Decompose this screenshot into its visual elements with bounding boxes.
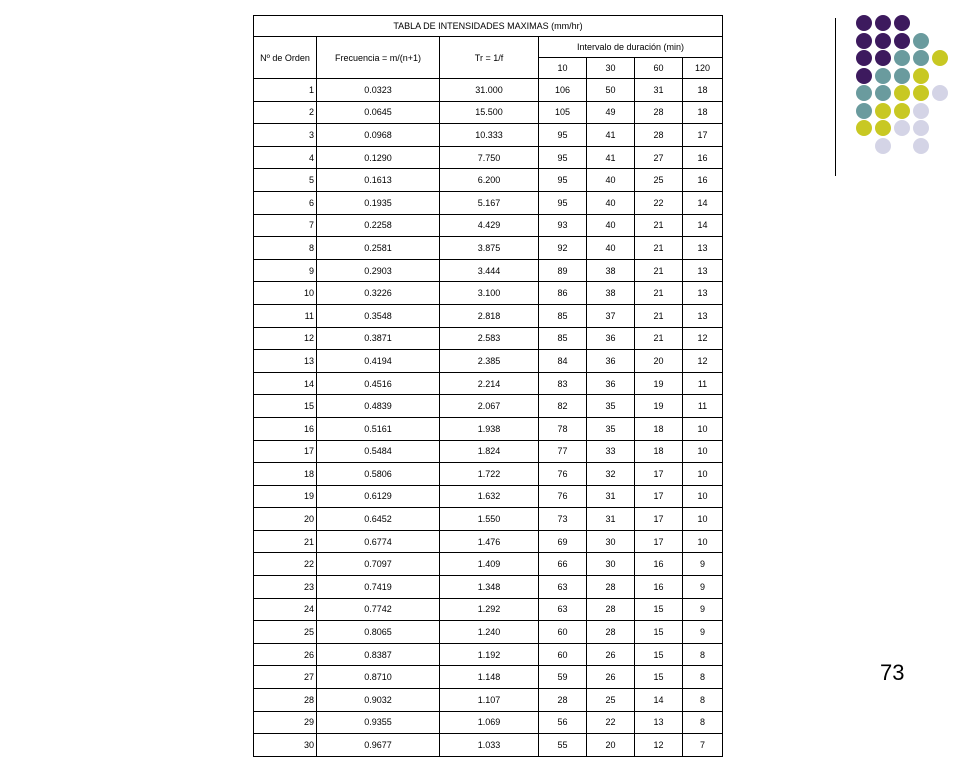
table-cell: 3 (254, 124, 317, 147)
table-cell: 89 (539, 259, 587, 282)
table-cell: 40 (587, 169, 635, 192)
decorative-dot (894, 15, 910, 31)
table-cell: 13 (683, 304, 723, 327)
table-cell: 30 (587, 553, 635, 576)
table-row (254, 191, 723, 214)
table-cell: 28 (587, 598, 635, 621)
table-cell: 25 (254, 621, 317, 644)
table-row (254, 576, 723, 599)
divider-line (835, 18, 836, 176)
table-cell: 60 (539, 621, 587, 644)
decorative-dot (875, 50, 891, 66)
table-cell: 14 (635, 689, 683, 712)
table-row (254, 417, 723, 440)
table-row (254, 530, 723, 553)
table-cell: 95 (539, 191, 587, 214)
decorative-dot (875, 15, 891, 31)
table-cell: 41 (587, 146, 635, 169)
table-row (254, 282, 723, 305)
table-cell: 31 (587, 485, 635, 508)
table-row (254, 372, 723, 395)
table-cell: 63 (539, 576, 587, 599)
table-cell: 20 (587, 734, 635, 757)
table-cell: 5.167 (440, 191, 539, 214)
intensity-table (253, 15, 723, 757)
decorative-dot (875, 85, 891, 101)
table-cell: 13 (683, 259, 723, 282)
decorative-dot (875, 103, 891, 119)
table-cell: 95 (539, 169, 587, 192)
table-cell: 31 (635, 79, 683, 102)
table-row (254, 124, 723, 147)
table-cell: 0.9355 (317, 711, 440, 734)
table-cell: 10.333 (440, 124, 539, 147)
table-cell: 86 (539, 282, 587, 305)
table-cell: 21 (635, 237, 683, 260)
table-cell: 35 (587, 395, 635, 418)
table-cell: 15 (635, 621, 683, 644)
table-cell: 26 (587, 666, 635, 689)
table-cell: 10 (683, 530, 723, 553)
table-cell: 1.033 (440, 734, 539, 757)
table-cell: 6.200 (440, 169, 539, 192)
decorative-dot (894, 33, 910, 49)
header-duration: 120 (683, 58, 723, 79)
table-cell: 8 (683, 689, 723, 712)
table-cell: 22 (635, 191, 683, 214)
table-cell: 0.0968 (317, 124, 440, 147)
table-cell: 12 (683, 350, 723, 373)
table-cell: 0.7419 (317, 576, 440, 599)
decorative-dot (913, 120, 929, 136)
table-cell: 12 (254, 327, 317, 350)
table-cell: 22 (254, 553, 317, 576)
table-cell: 1.824 (440, 440, 539, 463)
table-cell: 66 (539, 553, 587, 576)
table-cell: 15 (635, 643, 683, 666)
table-cell: 21 (254, 530, 317, 553)
decorative-dot (913, 33, 929, 49)
table-cell: 15 (254, 395, 317, 418)
table-row (254, 146, 723, 169)
table-cell: 0.7097 (317, 553, 440, 576)
table-cell: 0.5484 (317, 440, 440, 463)
table-cell: 21 (635, 214, 683, 237)
table-cell: 85 (539, 327, 587, 350)
decorative-dot (856, 50, 872, 66)
table-cell: 36 (587, 350, 635, 373)
table-cell: 13 (254, 350, 317, 373)
decorative-dot (875, 138, 891, 154)
table-cell: 1.107 (440, 689, 539, 712)
table-cell: 0.9032 (317, 689, 440, 712)
table-cell: 13 (683, 282, 723, 305)
table-cell: 95 (539, 124, 587, 147)
decorative-dot (856, 15, 872, 31)
table-cell: 15 (635, 598, 683, 621)
table-cell: 0.1290 (317, 146, 440, 169)
table-cell: 5 (254, 169, 317, 192)
table-cell: 84 (539, 350, 587, 373)
page-number: 73 (880, 660, 905, 685)
table-cell: 1.240 (440, 621, 539, 644)
table-cell: 0.4516 (317, 372, 440, 395)
table-cell: 28 (587, 576, 635, 599)
table-row (254, 711, 723, 734)
table-cell: 0.8387 (317, 643, 440, 666)
table-row (254, 350, 723, 373)
decorative-dot (913, 50, 929, 66)
table-row (254, 734, 723, 757)
decorative-dot (913, 138, 929, 154)
decorative-dot (913, 103, 929, 119)
table-cell: 4.429 (440, 214, 539, 237)
decorative-dot (932, 85, 948, 101)
table-cell: 17 (635, 508, 683, 531)
table-cell: 0.4839 (317, 395, 440, 418)
table-cell: 13 (635, 711, 683, 734)
table-cell: 76 (539, 485, 587, 508)
table-cell: 8 (683, 666, 723, 689)
table-cell: 26 (254, 643, 317, 666)
table-row (254, 237, 723, 260)
table-cell: 2 (254, 101, 317, 124)
table-cell: 0.8065 (317, 621, 440, 644)
table-cell: 28 (635, 101, 683, 124)
header-tr: Tr = 1/f (440, 37, 539, 79)
table-cell: 0.6452 (317, 508, 440, 531)
table-cell: 3.444 (440, 259, 539, 282)
table-cell: 20 (635, 350, 683, 373)
decorative-dot (932, 50, 948, 66)
decorative-dot (875, 68, 891, 84)
table-cell: 19 (635, 372, 683, 395)
table-cell: 12 (683, 327, 723, 350)
table-cell: 59 (539, 666, 587, 689)
table-cell: 20 (254, 508, 317, 531)
table-cell: 1.348 (440, 576, 539, 599)
table-cell: 11 (683, 395, 723, 418)
table-cell: 21 (635, 259, 683, 282)
table-cell: 0.3548 (317, 304, 440, 327)
decorative-dot (913, 68, 929, 84)
table-cell: 9 (254, 259, 317, 282)
table-cell: 10 (254, 282, 317, 305)
table-cell: 28 (254, 689, 317, 712)
table-cell: 1 (254, 79, 317, 102)
table-cell: 1.722 (440, 463, 539, 486)
table-cell: 27 (635, 146, 683, 169)
table-row (254, 327, 723, 350)
table-cell: 106 (539, 79, 587, 102)
table-cell: 76 (539, 463, 587, 486)
table-cell: 17 (635, 485, 683, 508)
table-cell: 92 (539, 237, 587, 260)
decorative-dot (894, 50, 910, 66)
table-row (254, 485, 723, 508)
table-cell: 78 (539, 417, 587, 440)
table-cell: 105 (539, 101, 587, 124)
table-row (254, 304, 723, 327)
table-cell: 8 (683, 643, 723, 666)
table-cell: 63 (539, 598, 587, 621)
table-cell: 2.818 (440, 304, 539, 327)
table-cell: 1.550 (440, 508, 539, 531)
table-cell: 95 (539, 146, 587, 169)
table-row (254, 463, 723, 486)
table-cell: 1.632 (440, 485, 539, 508)
table-cell: 40 (587, 214, 635, 237)
table-cell: 23 (254, 576, 317, 599)
table-cell: 4 (254, 146, 317, 169)
table-cell: 6 (254, 191, 317, 214)
table-cell: 2.583 (440, 327, 539, 350)
table-cell: 38 (587, 259, 635, 282)
table-cell: 37 (587, 304, 635, 327)
table-cell: 93 (539, 214, 587, 237)
table-cell: 10 (683, 485, 723, 508)
table-cell: 17 (254, 440, 317, 463)
table-cell: 10 (683, 440, 723, 463)
table-cell: 0.2581 (317, 237, 440, 260)
decorative-dot (894, 120, 910, 136)
decorative-dot (856, 85, 872, 101)
header-orden: Nº de Orden (254, 37, 317, 79)
table-cell: 1.476 (440, 530, 539, 553)
table-cell: 16 (683, 146, 723, 169)
table-cell: 3.875 (440, 237, 539, 260)
decorative-dot (875, 33, 891, 49)
table-cell: 33 (587, 440, 635, 463)
table-cell: 1.069 (440, 711, 539, 734)
table-row (254, 169, 723, 192)
table-cell: 50 (587, 79, 635, 102)
table-cell: 0.8710 (317, 666, 440, 689)
decorative-dot (856, 33, 872, 49)
table-cell: 0.9677 (317, 734, 440, 757)
header-intervalo: Intervalo de duración (min) (539, 37, 723, 58)
table-cell: 18 (683, 79, 723, 102)
table-cell: 25 (587, 689, 635, 712)
table-cell: 0.3871 (317, 327, 440, 350)
decorative-dot (894, 68, 910, 84)
table-cell: 0.5161 (317, 417, 440, 440)
table-cell: 1.192 (440, 643, 539, 666)
table-row (254, 214, 723, 237)
table-cell: 15.500 (440, 101, 539, 124)
table-cell: 24 (254, 598, 317, 621)
table-cell: 11 (683, 372, 723, 395)
table-cell: 15 (635, 666, 683, 689)
table-row (254, 553, 723, 576)
header-duration: 10 (539, 58, 587, 79)
table-cell: 69 (539, 530, 587, 553)
table-cell: 1.409 (440, 553, 539, 576)
table-cell: 9 (683, 553, 723, 576)
table-cell: 0.6774 (317, 530, 440, 553)
table-row (254, 689, 723, 712)
table-cell: 8 (254, 237, 317, 260)
table-row (254, 666, 723, 689)
table-cell: 36 (587, 327, 635, 350)
table-cell: 12 (635, 734, 683, 757)
table-cell: 10 (683, 417, 723, 440)
table-cell: 3.100 (440, 282, 539, 305)
table-cell: 35 (587, 417, 635, 440)
table-cell: 30 (587, 530, 635, 553)
table-cell: 0.7742 (317, 598, 440, 621)
table-cell: 18 (683, 101, 723, 124)
table-cell: 0.6129 (317, 485, 440, 508)
table-cell: 82 (539, 395, 587, 418)
table-cell: 0.2258 (317, 214, 440, 237)
table-cell: 9 (683, 598, 723, 621)
table-row (254, 259, 723, 282)
table-cell: 49 (587, 101, 635, 124)
header-duration: 60 (635, 58, 683, 79)
decorative-dot (875, 120, 891, 136)
table-cell: 83 (539, 372, 587, 395)
table-cell: 17 (683, 124, 723, 147)
table-cell: 16 (635, 553, 683, 576)
table-cell: 17 (635, 530, 683, 553)
table-cell: 16 (254, 417, 317, 440)
table-cell: 7 (254, 214, 317, 237)
table-cell: 16 (635, 576, 683, 599)
table-cell: 73 (539, 508, 587, 531)
table-cell: 14 (683, 191, 723, 214)
table-row (254, 598, 723, 621)
table-cell: 0.0645 (317, 101, 440, 124)
table-cell: 19 (254, 485, 317, 508)
table-cell: 18 (254, 463, 317, 486)
table-cell: 60 (539, 643, 587, 666)
decorative-dot (856, 68, 872, 84)
table-cell: 0.4194 (317, 350, 440, 373)
table-cell: 9 (683, 621, 723, 644)
header-duration: 30 (587, 58, 635, 79)
table-title: TABLA DE INTENSIDADES MAXIMAS (mm/hr) (254, 16, 723, 37)
table-row (254, 101, 723, 124)
table-cell: 77 (539, 440, 587, 463)
decorative-dot (856, 120, 872, 136)
decorative-dot (856, 103, 872, 119)
table-cell: 18 (635, 440, 683, 463)
table-cell: 22 (587, 711, 635, 734)
decorative-dot (894, 103, 910, 119)
table-cell: 40 (587, 237, 635, 260)
table-cell: 14 (683, 214, 723, 237)
table-row (254, 440, 723, 463)
table-cell: 25 (635, 169, 683, 192)
table-cell: 56 (539, 711, 587, 734)
table-cell: 1.938 (440, 417, 539, 440)
table-cell: 31.000 (440, 79, 539, 102)
table-cell: 27 (254, 666, 317, 689)
table-cell: 1.292 (440, 598, 539, 621)
table-row (254, 643, 723, 666)
table-cell: 40 (587, 191, 635, 214)
table-cell: 17 (635, 463, 683, 486)
table-cell: 36 (587, 372, 635, 395)
table-cell: 0.2903 (317, 259, 440, 282)
table-cell: 2.385 (440, 350, 539, 373)
table-cell: 21 (635, 327, 683, 350)
table-cell: 0.0323 (317, 79, 440, 102)
table-cell: 28 (587, 621, 635, 644)
table-cell: 7 (683, 734, 723, 757)
table-cell: 2.067 (440, 395, 539, 418)
table-cell: 32 (587, 463, 635, 486)
table-cell: 21 (635, 282, 683, 305)
header-frecuencia: Frecuencia = m/(n+1) (317, 37, 440, 79)
table-cell: 28 (635, 124, 683, 147)
table-cell: 26 (587, 643, 635, 666)
table-cell: 55 (539, 734, 587, 757)
table-cell: 85 (539, 304, 587, 327)
table-cell: 0.1935 (317, 191, 440, 214)
table-row (254, 621, 723, 644)
decorative-dot (913, 85, 929, 101)
table-row (254, 79, 723, 102)
table-cell: 7.750 (440, 146, 539, 169)
table-cell: 14 (254, 372, 317, 395)
table-cell: 30 (254, 734, 317, 757)
table-cell: 18 (635, 417, 683, 440)
table-cell: 21 (635, 304, 683, 327)
table-cell: 10 (683, 463, 723, 486)
table-cell: 10 (683, 508, 723, 531)
table-cell: 0.3226 (317, 282, 440, 305)
table-cell: 16 (683, 169, 723, 192)
table-cell: 28 (539, 689, 587, 712)
table-cell: 13 (683, 237, 723, 260)
table-cell: 9 (683, 576, 723, 599)
table-cell: 11 (254, 304, 317, 327)
table-row (254, 395, 723, 418)
decorative-dot (894, 85, 910, 101)
table-cell: 38 (587, 282, 635, 305)
table-cell: 1.148 (440, 666, 539, 689)
table-row (254, 508, 723, 531)
table-cell: 0.1613 (317, 169, 440, 192)
table-cell: 19 (635, 395, 683, 418)
table-cell: 31 (587, 508, 635, 531)
table-cell: 29 (254, 711, 317, 734)
table-cell: 41 (587, 124, 635, 147)
table-cell: 2.214 (440, 372, 539, 395)
table-cell: 0.5806 (317, 463, 440, 486)
table-cell: 8 (683, 711, 723, 734)
